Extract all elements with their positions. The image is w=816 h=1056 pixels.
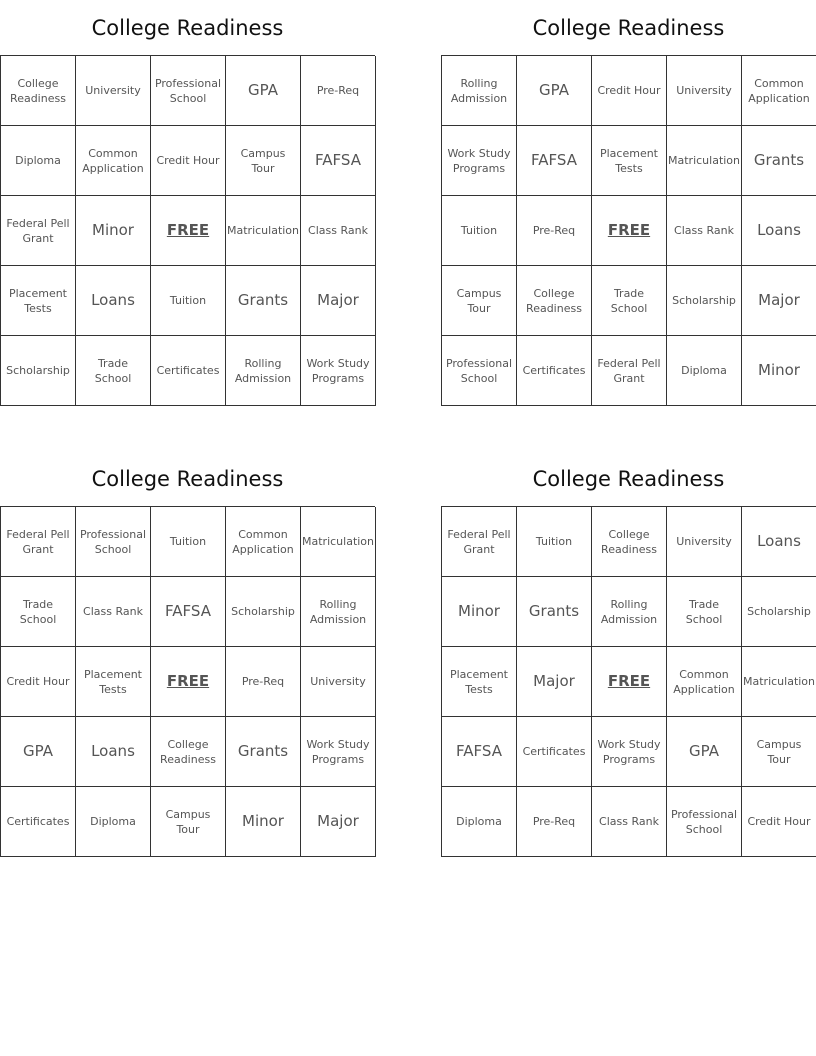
free-space: FREE bbox=[151, 647, 226, 717]
bingo-cell: University bbox=[76, 56, 151, 126]
bingo-cell: Federal Pell Grant bbox=[1, 196, 76, 266]
bingo-cell: College Readiness bbox=[517, 266, 592, 336]
bingo-cell: Minor bbox=[226, 787, 301, 857]
bingo-cell: Class Rank bbox=[301, 196, 376, 266]
bingo-cell: Grants bbox=[226, 717, 301, 787]
bingo-cell: Campus Tour bbox=[742, 717, 816, 787]
bingo-cell: Pre-Req bbox=[517, 196, 592, 266]
bingo-cell: Common Application bbox=[667, 647, 742, 717]
bingo-cell: Professional School bbox=[667, 787, 742, 857]
bingo-cell: Minor bbox=[442, 577, 517, 647]
bingo-card-3 bbox=[0, 451, 375, 857]
bingo-cell: Certificates bbox=[517, 717, 592, 787]
bingo-cell: College Readiness bbox=[1, 56, 76, 126]
free-space: FREE bbox=[592, 647, 667, 717]
bingo-cell: University bbox=[301, 647, 376, 717]
bingo-cell: Placement Tests bbox=[76, 647, 151, 717]
bingo-cell: Professional School bbox=[76, 507, 151, 577]
bingo-cell: Certificates bbox=[517, 336, 592, 406]
bingo-cell: FAFSA bbox=[151, 577, 226, 647]
bingo-cell: Matriculation bbox=[301, 507, 376, 577]
bingo-cell: Campus Tour bbox=[226, 126, 301, 196]
bingo-cell: Major bbox=[517, 647, 592, 717]
bingo-cell: Certificates bbox=[151, 336, 226, 406]
bingo-cell: Placement Tests bbox=[592, 126, 667, 196]
bingo-cell: Placement Tests bbox=[442, 647, 517, 717]
bingo-cell: Minor bbox=[742, 336, 816, 406]
bingo-cell: Minor bbox=[76, 196, 151, 266]
bingo-cell: Work Study Programs bbox=[301, 336, 376, 406]
bingo-cell: Rolling Admission bbox=[592, 577, 667, 647]
bingo-cell: University bbox=[667, 507, 742, 577]
bingo-cell: Common Application bbox=[226, 507, 301, 577]
bingo-cell: Major bbox=[301, 787, 376, 857]
bingo-cell: Trade School bbox=[1, 577, 76, 647]
bingo-cell: Tuition bbox=[517, 507, 592, 577]
bingo-cell: Class Rank bbox=[592, 787, 667, 857]
card-title: College Readiness bbox=[91, 467, 284, 491]
bingo-cell: Loans bbox=[76, 717, 151, 787]
bingo-card-4 bbox=[441, 451, 816, 857]
bingo-cell: Diploma bbox=[76, 787, 151, 857]
bingo-cell: FAFSA bbox=[517, 126, 592, 196]
bingo-cell: Credit Hour bbox=[742, 787, 816, 857]
bingo-cell: Rolling Admission bbox=[226, 336, 301, 406]
bingo-cell: Certificates bbox=[1, 787, 76, 857]
bingo-cell: Scholarship bbox=[226, 577, 301, 647]
bingo-cell: Major bbox=[742, 266, 816, 336]
card-title: College Readiness bbox=[532, 467, 725, 491]
bingo-cell: GPA bbox=[667, 717, 742, 787]
bingo-cell: FAFSA bbox=[442, 717, 517, 787]
bingo-cell: GPA bbox=[226, 56, 301, 126]
bingo-cell: Rolling Admission bbox=[301, 577, 376, 647]
bingo-cell: University bbox=[667, 56, 742, 126]
bingo-cell: Work Study Programs bbox=[442, 126, 517, 196]
free-space: FREE bbox=[592, 196, 667, 266]
card-title: College Readiness bbox=[532, 16, 725, 40]
bingo-cell: Placement Tests bbox=[1, 266, 76, 336]
bingo-card-2 bbox=[441, 0, 816, 406]
bingo-grid bbox=[0, 55, 375, 406]
bingo-cell: Class Rank bbox=[667, 196, 742, 266]
bingo-cell: Diploma bbox=[442, 787, 517, 857]
bingo-cell: College Readiness bbox=[592, 507, 667, 577]
bingo-card-1 bbox=[0, 0, 375, 406]
bingo-cell: Matriculation bbox=[742, 647, 816, 717]
bingo-cell: Federal Pell Grant bbox=[1, 507, 76, 577]
bingo-grid bbox=[0, 506, 375, 857]
bingo-cell: Rolling Admission bbox=[442, 56, 517, 126]
bingo-cell: Professional School bbox=[151, 56, 226, 126]
bingo-cell: GPA bbox=[517, 56, 592, 126]
bingo-cell: Campus Tour bbox=[151, 787, 226, 857]
free-space: FREE bbox=[151, 196, 226, 266]
bingo-cell: Major bbox=[301, 266, 376, 336]
bingo-cell: Diploma bbox=[1, 126, 76, 196]
card-title: College Readiness bbox=[91, 16, 284, 40]
bingo-cell: Trade School bbox=[592, 266, 667, 336]
bingo-cell: Trade School bbox=[76, 336, 151, 406]
bingo-cell: Grants bbox=[517, 577, 592, 647]
bingo-cell: College Readiness bbox=[151, 717, 226, 787]
bingo-cell: FAFSA bbox=[301, 126, 376, 196]
bingo-cell: Campus Tour bbox=[442, 266, 517, 336]
bingo-cell: Credit Hour bbox=[1, 647, 76, 717]
bingo-cell: Loans bbox=[76, 266, 151, 336]
bingo-cell: Trade School bbox=[667, 577, 742, 647]
bingo-cell: Pre-Req bbox=[517, 787, 592, 857]
bingo-cell: Professional School bbox=[442, 336, 517, 406]
bingo-cell: Common Application bbox=[742, 56, 816, 126]
bingo-cell: Loans bbox=[742, 196, 816, 266]
bingo-cell: Scholarship bbox=[742, 577, 816, 647]
bingo-cell: Pre-Req bbox=[301, 56, 376, 126]
bingo-cell: Credit Hour bbox=[151, 126, 226, 196]
bingo-cell: Class Rank bbox=[76, 577, 151, 647]
bingo-cell: Scholarship bbox=[667, 266, 742, 336]
bingo-cell: Credit Hour bbox=[592, 56, 667, 126]
bingo-cell: Federal Pell Grant bbox=[592, 336, 667, 406]
bingo-cell: Common Application bbox=[76, 126, 151, 196]
bingo-cell: Matriculation bbox=[667, 126, 742, 196]
bingo-cell: Diploma bbox=[667, 336, 742, 406]
bingo-cell: Tuition bbox=[442, 196, 517, 266]
bingo-grid bbox=[441, 55, 816, 406]
bingo-cell: Tuition bbox=[151, 266, 226, 336]
bingo-cell: Work Study Programs bbox=[301, 717, 376, 787]
bingo-cell: Federal Pell Grant bbox=[442, 507, 517, 577]
bingo-cell: Grants bbox=[742, 126, 816, 196]
bingo-cell: Loans bbox=[742, 507, 816, 577]
bingo-cell: Work Study Programs bbox=[592, 717, 667, 787]
bingo-grid bbox=[441, 506, 816, 857]
bingo-cell: Matriculation bbox=[226, 196, 301, 266]
bingo-cell: Pre-Req bbox=[226, 647, 301, 717]
bingo-cell: GPA bbox=[1, 717, 76, 787]
bingo-cell: Grants bbox=[226, 266, 301, 336]
bingo-cell: Tuition bbox=[151, 507, 226, 577]
bingo-cell: Scholarship bbox=[1, 336, 76, 406]
